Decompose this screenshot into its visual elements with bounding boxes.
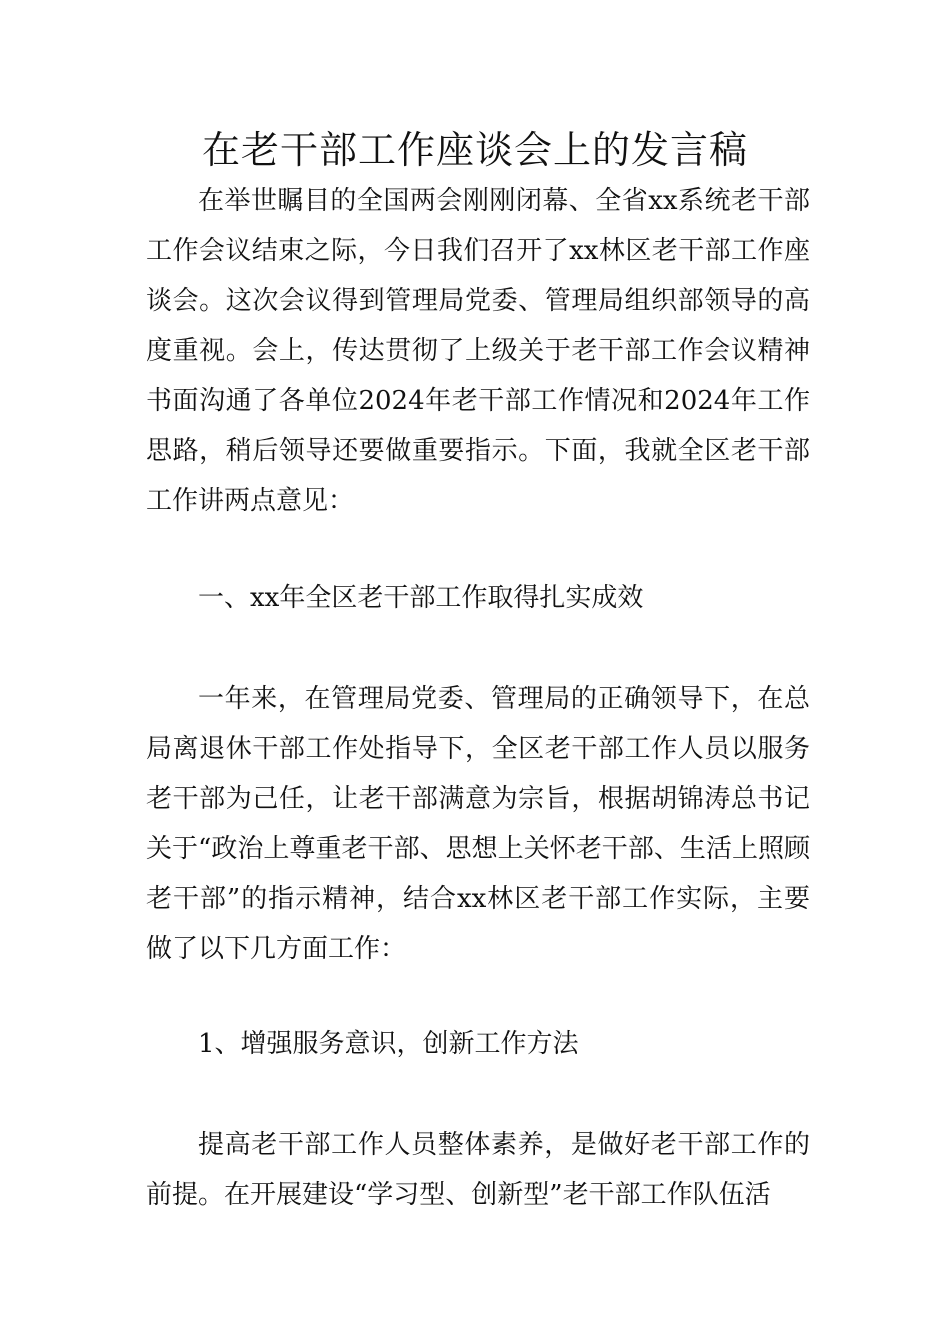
paragraph-service: 提高老干部工作人员整体素养，是做好老干部工作的前提。在开展建设“学习型、创新型”老干部工作队伍活 <box>146 1130 810 1210</box>
paragraph-achievements: 一年来，在管理局党委、管理局的正确领导下，在总局离退休干部工作处指导下，全区老干部工作人员以服务老干部为己任，让老干部满意为宗旨，根据胡锦涛总书记关于“政治上尊重老干部、思想上关怀老干部、生活上照顾老干部”的指示精神，结合xx林区老干部工作实际，主要做了以下几方面工作： <box>146 684 810 964</box>
subsection-heading-1: 1、增强服务意识，创新工作方法 <box>198 1029 579 1059</box>
paragraph-intro: 在举世瞩目的全国两会刚刚闭幕、全省xx系统老干部工作会议结束之际，今日我们召开了xx林区老干部工作座谈会。这次会议得到管理局党委、管理局组织部领导的高度重视。会上，传达贯彻了上级关于老干部工作会议精神书面沟通了各单位2024年老干部工作情况和2024年工作思路，稍后领导还要做重要指示。下面，我就全区老干部工作讲两点意见： <box>146 186 810 516</box>
document-title: 在老干部工作座谈会上的发言稿 <box>201 128 748 172</box>
section-heading-1: 一、xx年全区老干部工作取得扎实成效 <box>198 583 644 613</box>
